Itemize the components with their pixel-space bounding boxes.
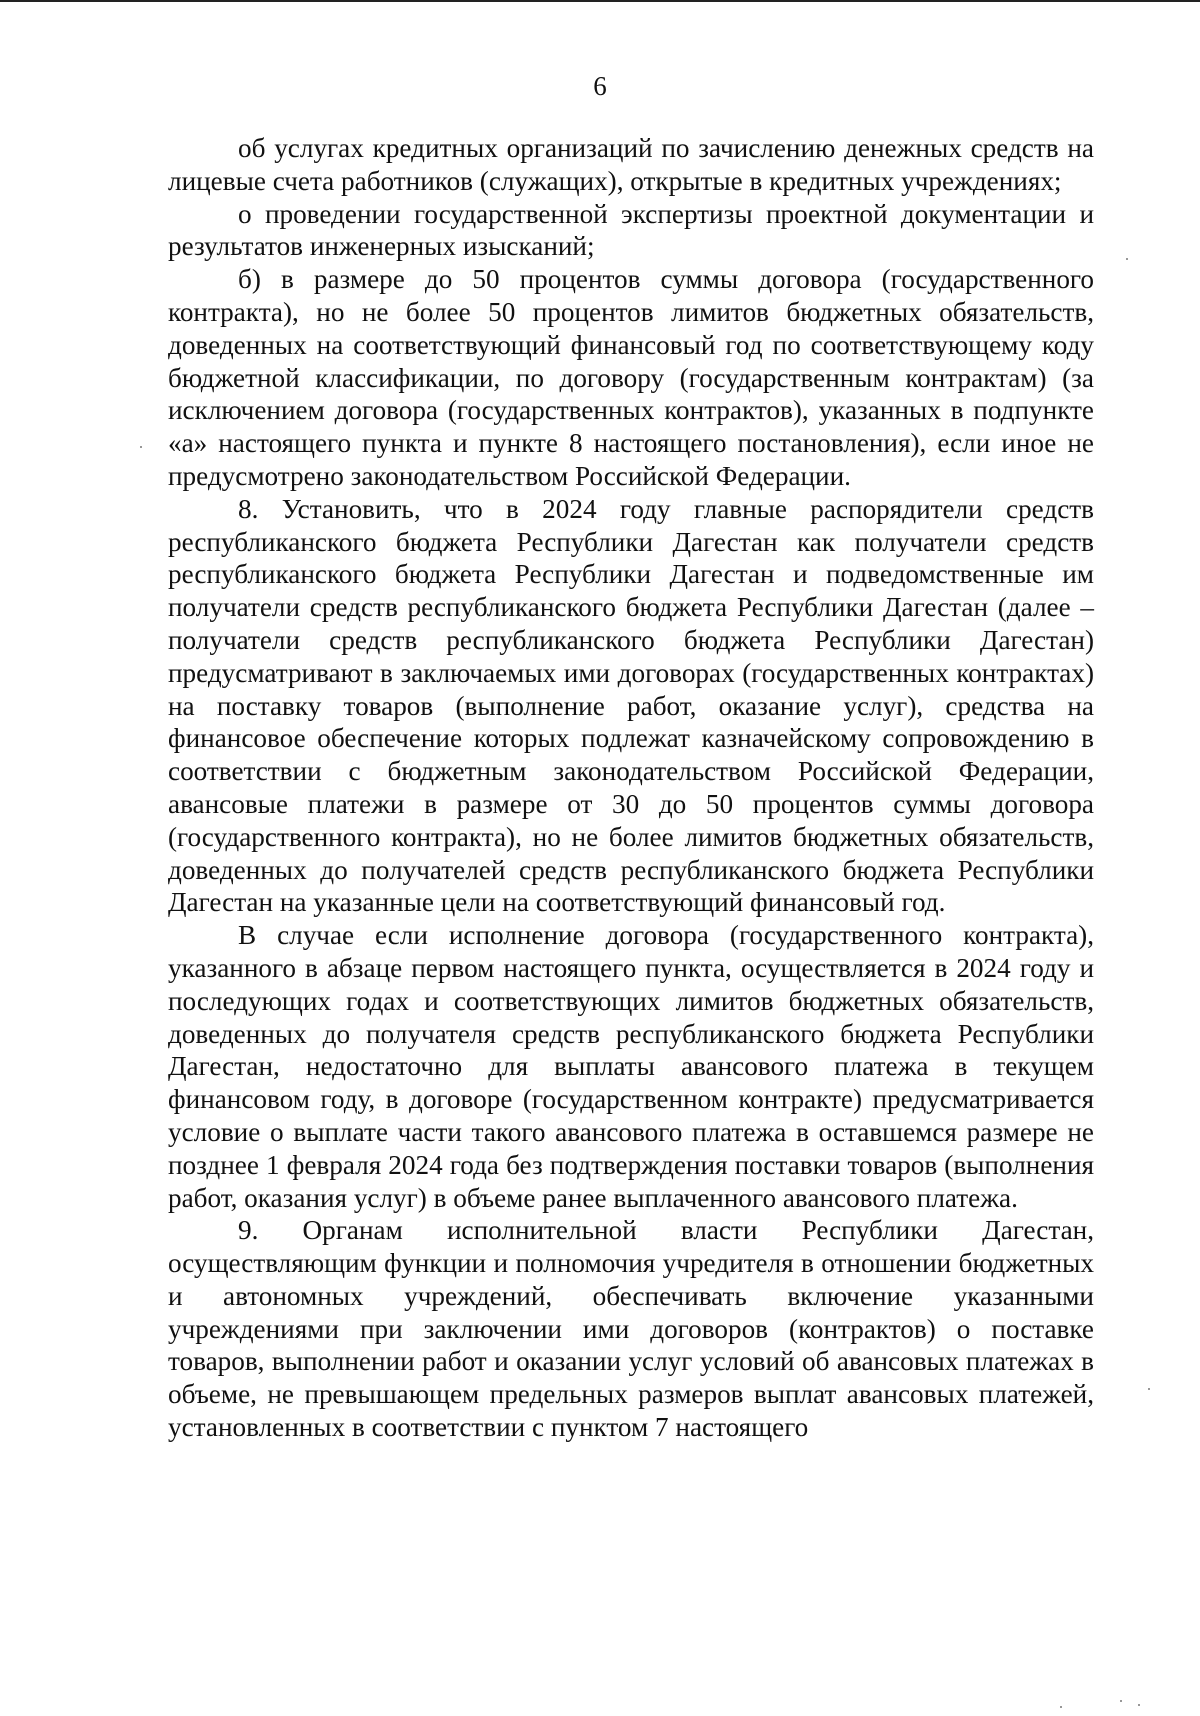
paragraph-item-9: 9. Органам исполнительной власти Республики Дагестан, осуществляющим функции и полномочия учредителя в отношении бюджетных и автономных учреждений, обеспечивать включение указанными учреждениями при заключении ими договоров (контрактов) о поставке товаров, выполнении работ и оказании услуг условий об авансовых платежах в объеме, не превышающем предельных размеров выплат авансовых платежей, установленных в соответствии с пунктом 7 настоящего [168, 1215, 1094, 1443]
scan-speck [140, 446, 142, 448]
document-body [168, 132, 1094, 1444]
scan-top-edge [0, 0, 1200, 2]
scan-speck [1148, 1388, 1150, 1390]
paragraph-state-expertise: о проведении государственной экспертизы проектной документации и результатов инженерных изысканий; [168, 198, 1094, 262]
scan-speck [1138, 1704, 1140, 1706]
paragraph-credit-services: об услугах кредитных организаций по зачислению денежных средств на лицевые счета работников (служащих), открытые в кредитных учреждениях; [168, 133, 1094, 196]
paragraph-item-8-continuation: В случае если исполнение договора (государственного контракта), указанного в абзаце первом настоящего пункта, осуществляется в 2024 году и последующих годах и соответствующих лимитов бюджетных обязательств, доведенных до получателя средств республиканского бюджета Республики Дагестан, недостаточно для выплаты авансового платежа в текущем финансовом году, в договоре (государственном контракте) предусматривается условие о выплате части такого авансового платежа в оставшемся размере не позднее 1 февраля 2024 года без подтверждения поставки товаров (выполнения работ, оказания услуг) в объеме ранее выплаченного авансового платежа. [168, 920, 1094, 1213]
paragraph-subitem-b: б) в размере до 50 процентов суммы договора (государственного контракта), но не более 50 процентов лимитов бюджетных обязательств, доведенных на соответствующий финансовый год по соответствующему коду бюджетной классификации, по договору (государственным контрактам) (за исключением договора (государственных контрактов), указанных в подпункте «а» настоящего пункта и пункте 8 настоящего постановления), если иное не предусмотрено законодательством Российской Федерации. [168, 264, 1094, 491]
page-number: 6 [593, 71, 607, 101]
scan-speck [1120, 1700, 1122, 1702]
scan-speck [1126, 258, 1128, 260]
scan-speck [1060, 1706, 1062, 1708]
paragraph-item-8: 8. Установить, что в 2024 году главные распорядители средств республиканского бюджета Республики Дагестан как получатели средств республиканского бюджета Республики Дагестан и подведомственные им получатели средств республиканского бюджета Республики Дагестан (далее – получатели средств республиканского бюджета Республики Дагестан) предусматривают в заключаемых ими договорах (государственных контрактах) на поставку товаров (выполнение работ, оказание услуг), средства на финансовое обеспечение которых подлежат казначейскому сопровождению в соответствии с бюджетным законодательством Российской Федерации, авансовые платежи в размере от 30 до 50 процентов суммы договора (государственного контракта), но не более лимитов бюджетных обязательств, доведенных до получателей средств республиканского бюджета Республики Дагестан на указанные цели на соответствующий финансовый год. [168, 493, 1094, 918]
